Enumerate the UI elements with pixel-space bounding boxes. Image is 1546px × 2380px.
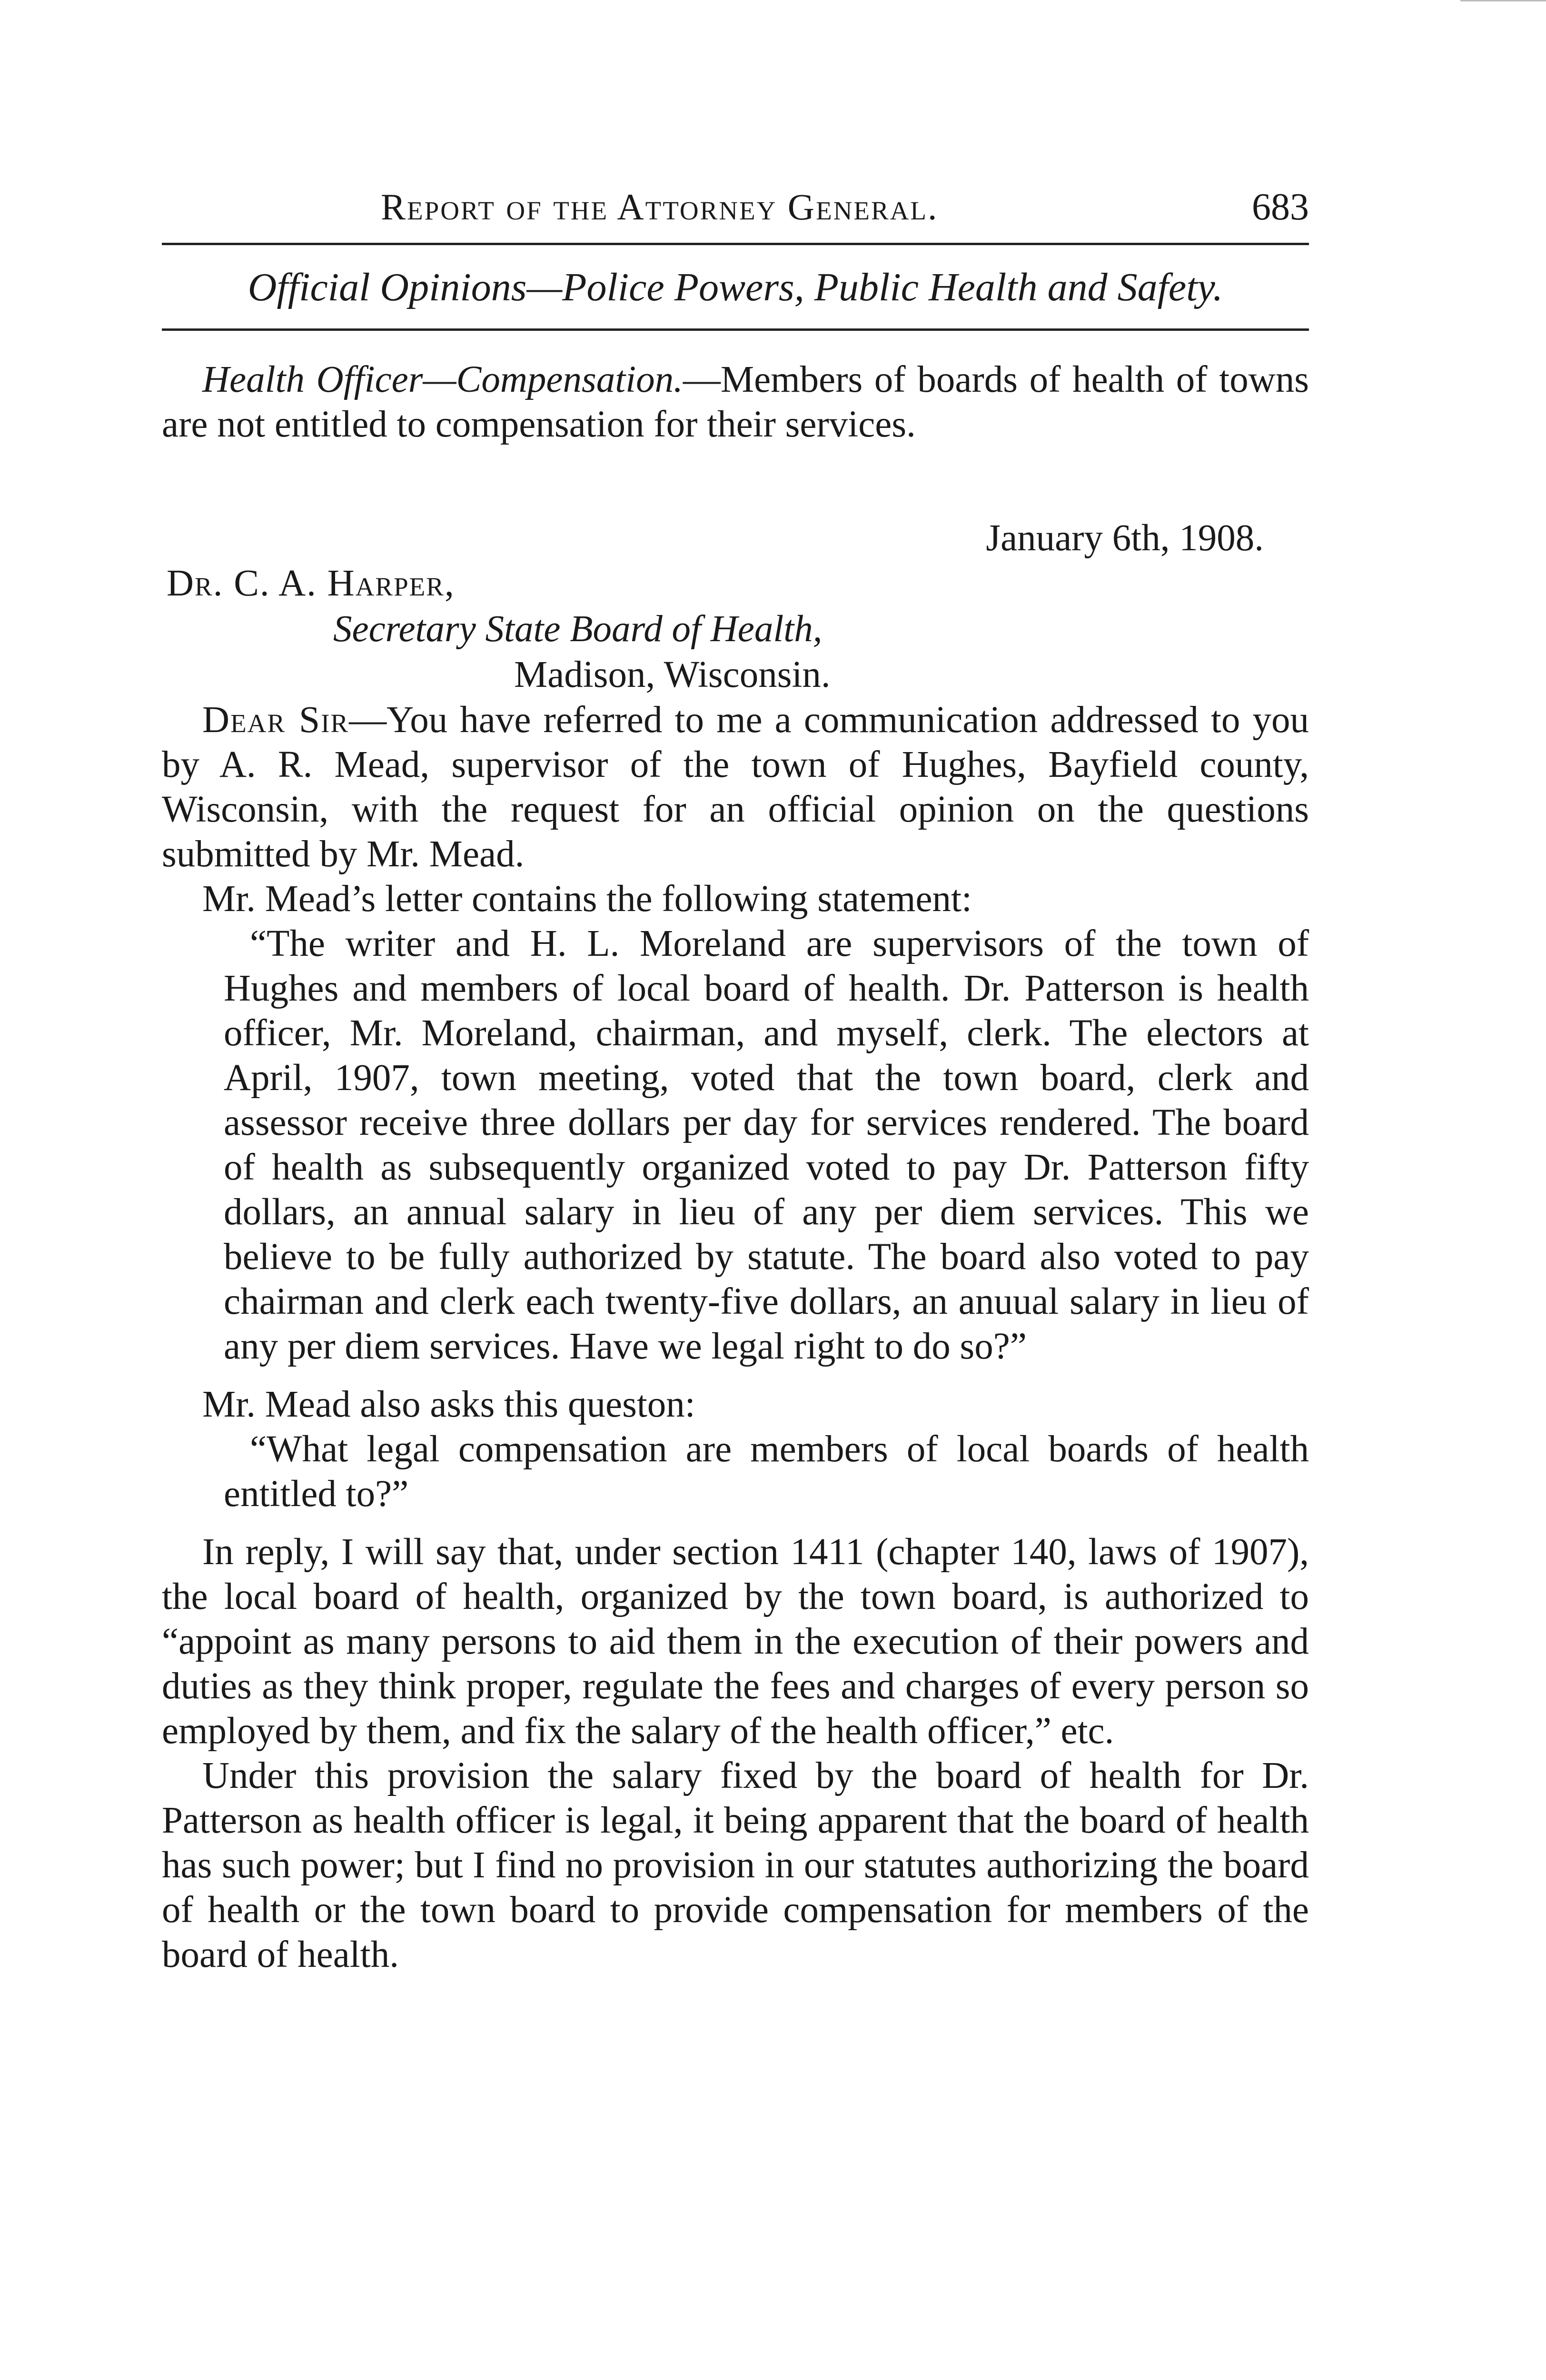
scan-edge-mark bbox=[1460, 0, 1546, 1]
headnote-body: —Members of boards of health of towns are not entitled to compensation for their services. bbox=[162, 359, 1309, 445]
addressee-city: Madison, Wisconsin. bbox=[514, 654, 831, 695]
running-title: Report of the Attorney General. bbox=[381, 186, 939, 228]
reply-paragraph-1: In reply, I will say that, under section 1411 (chapter 140, laws of 1907), the local board of health, organized by the town board, is authorized to “appoint as many persons to aid them in the execution of their powers and duties as they think proper, regulate the fees and charges of every person so employed by them, and fix the salary of the health officer,” etc. bbox=[162, 1531, 1309, 1752]
document-page bbox=[162, 181, 1309, 1977]
page-number: 683 bbox=[1252, 186, 1309, 228]
headnote-title: Health Officer—Compensation. bbox=[202, 359, 683, 400]
letter-opening bbox=[162, 698, 1309, 877]
opening-text: —You have referred to me a communication addressed to you by A. R. Mead, supervisor of the town of Hughes, Bayfield county, Wisconsin, with the request for an official opinion on the questions submitted by Mr. Mead. bbox=[162, 699, 1309, 875]
salutation: Dear Sir bbox=[202, 699, 349, 741]
intro-question: Mr. Mead also asks this queston: bbox=[202, 1384, 695, 1425]
letter-date: January 6th, 1908. bbox=[986, 517, 1264, 559]
reply-paragraph-2: Under this provision the salary fixed by the board of health for Dr. Patterson as health officer is legal, it being apparent that the board of health has such power; but I find no provision in our statutes authorizing the board of health or the town board to provide compensation for members of the board of health. bbox=[162, 1755, 1309, 1975]
addressee-title: Secretary State Board of Health, bbox=[333, 608, 823, 650]
headnote bbox=[162, 357, 1309, 447]
quoted-question: “What legal compensation are members of local boards of health entitled to?” bbox=[224, 1428, 1309, 1515]
section-heading: Official Opinions—Police Powers, Public Health and Safety. bbox=[248, 265, 1223, 309]
quoted-statement: “The writer and H. L. Moreland are supervisors of the town of Hughes and members of local board of health. Dr. Patterson is health officer, Mr. Moreland, chairman, and myself, clerk. The electors at April, 1907, town meeting, voted that the town board, clerk and assessor receive three dollars per day for services rendered. The board of health as subsequently organized voted to pay Dr. Patterson fifty dollars, an annual salary in lieu of any per diem services. This we believe to be fully authorized by statute. The board also voted to pay chairman and clerk each twenty-five dollars, an anuual salary in lieu of any per diem services. Have we legal right to do so?” bbox=[224, 923, 1309, 1367]
addressee-name: Dr. C. A. Harper, bbox=[167, 563, 455, 604]
running-head bbox=[162, 181, 1309, 243]
intro-statement: Mr. Mead’s letter contains the following statement: bbox=[202, 878, 972, 920]
